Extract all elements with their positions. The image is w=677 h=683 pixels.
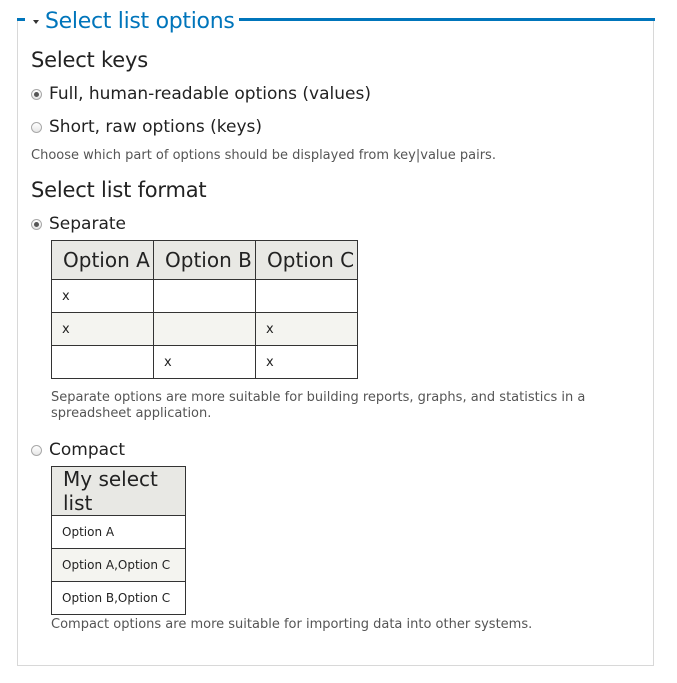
compact-description: Compact options are more suitable for importing data into other systems. (51, 617, 533, 632)
table-row (52, 549, 186, 582)
fieldset-top-border-left (17, 18, 25, 21)
table-header-row (52, 467, 186, 516)
fieldset-top-border-right (232, 18, 655, 21)
fieldset-legend-title: Select list options (45, 8, 235, 34)
table-header-cell: My select list (52, 467, 186, 516)
table-header-cell: Option C (256, 241, 358, 280)
table-header-row (52, 241, 358, 280)
radio-keys-full[interactable] (31, 84, 371, 104)
compact-example-table (51, 466, 186, 615)
table-header-cell: Option A (52, 241, 154, 280)
separate-description: Separate options are more suitable for building reports, graphs, and statistics in a spreadsheet application. (51, 390, 586, 421)
table-cell: x (256, 346, 358, 379)
table-cell: x (52, 280, 154, 313)
table-row (52, 516, 186, 549)
table-cell (154, 280, 256, 313)
radio-format-compact[interactable] (31, 440, 125, 460)
table-cell: x (154, 346, 256, 379)
radio-label: Full, human-readable options (values) (49, 84, 371, 104)
select-keys-description: Choose which part of options should be displayed from key|value pairs. (31, 148, 496, 163)
radio-button[interactable] (31, 445, 42, 456)
table-row (52, 582, 186, 615)
table-cell (52, 346, 154, 379)
radio-format-separate[interactable] (31, 214, 126, 234)
table-cell: Option A (52, 516, 186, 549)
separate-example-table (51, 240, 358, 379)
table-cell: Option A,Option C (52, 549, 186, 582)
select-keys-heading: Select keys (31, 48, 148, 72)
table-header-cell: Option B (154, 241, 256, 280)
radio-button[interactable] (31, 122, 42, 133)
select-list-format-heading: Select list format (31, 178, 207, 202)
table-cell (256, 280, 358, 313)
chevron-down-icon (33, 20, 39, 24)
radio-label: Separate (49, 214, 126, 234)
radio-label: Compact (49, 440, 126, 460)
table-row (52, 346, 358, 379)
table-cell: x (52, 313, 154, 346)
fieldset-legend-toggle[interactable] (29, 6, 239, 36)
table-cell: Option B,Option C (52, 582, 186, 615)
table-cell (154, 313, 256, 346)
radio-keys-short[interactable] (31, 117, 262, 137)
radio-button[interactable] (31, 89, 42, 100)
table-row (52, 280, 358, 313)
radio-button[interactable] (31, 219, 42, 230)
table-row (52, 313, 358, 346)
table-cell: x (256, 313, 358, 346)
radio-label: Short, raw options (keys) (49, 117, 263, 137)
